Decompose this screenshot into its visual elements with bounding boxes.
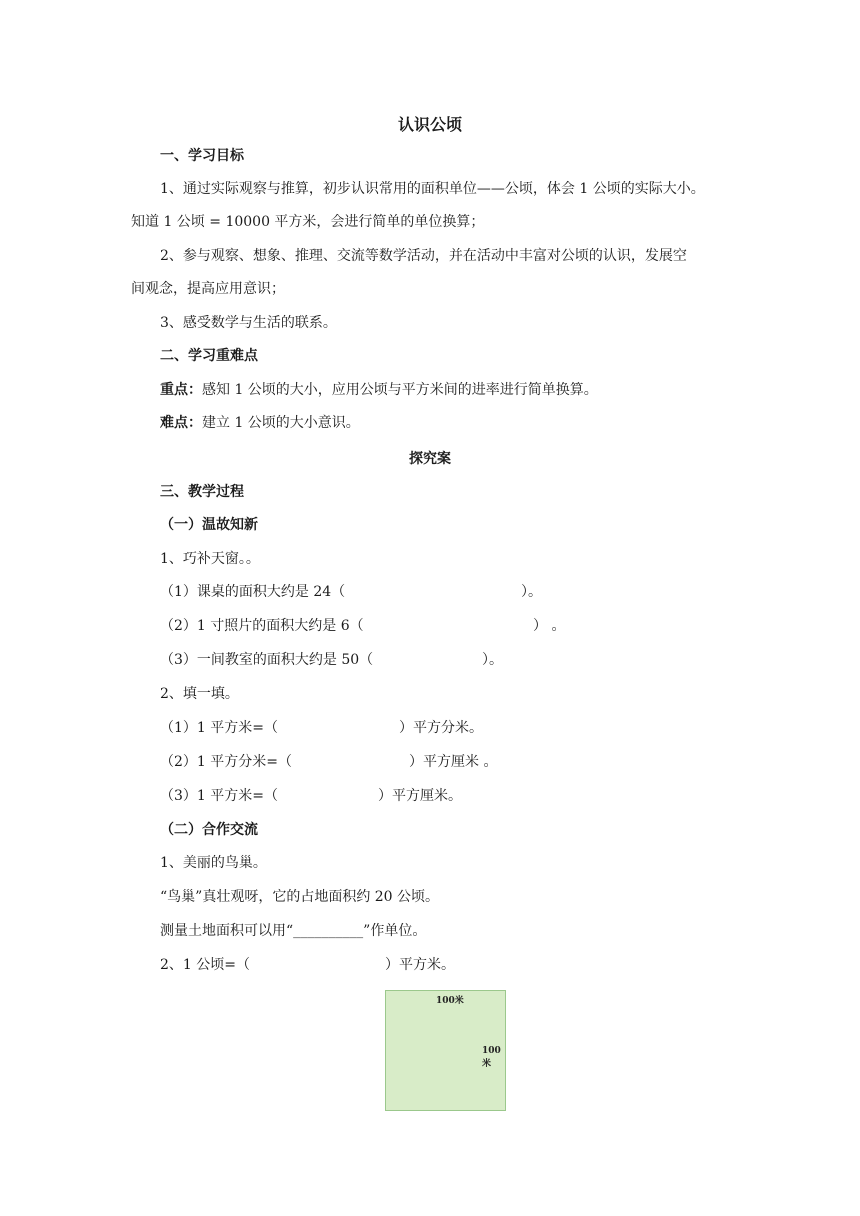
process-heading: 三、教学过程 [160,484,244,500]
question-2-1-end: ）平方分米。 [399,720,483,736]
question-1-2-start: （2）1 寸照片的面积大约是 6（ [160,618,364,634]
question-2-2-start: （2）1 平方分米=（ [160,754,292,770]
figure-side-label: 100米 [482,1046,501,1069]
difficulty-line [160,413,360,433]
question-1-3-start: （3）一间教室的面积大约是 50（ [160,652,374,668]
question-1-2-end: ） 。 [533,618,566,634]
key-points-heading: 二、学习重难点 [160,348,258,364]
review-heading: （一）温故知新 [160,517,258,533]
goal-1-line-1: 1、通过实际观察与推算，初步认识常用的面积单位——公顷，体会 1 公顷的实际大小。 [160,181,705,197]
cooperation-question-2-start: 2、1 公顷=（ [160,957,250,973]
unit-fill-blank: 测量土地面积可以用“__________”作单位。 [160,923,427,939]
question-2-3-start: （3）1 平方米=（ [160,788,278,804]
key-point-text: 感知 1 公顷的大小，应用公顷与平方米间的进率进行简单换算。 [202,382,598,398]
question-2: 2、填一填。 [160,686,239,702]
goal-1-line-2: 知道 1 公顷 = 10000 平方米，会进行简单的单位换算； [131,214,485,230]
figure-top-label: 100米 [436,996,464,1006]
cooperation-heading: （二）合作交流 [160,822,258,838]
question-2-3-end: ）平方厘米。 [378,788,462,804]
question-2-2-end: ）平方厘米 。 [409,754,498,770]
hectare-square-figure [385,990,506,1111]
goal-2-line-1: 2、参与观察、想象、推理、交流等数学活动，并在活动中丰富对公顷的认识，发展空 [160,248,687,264]
goal-3: 3、感受数学与生活的联系。 [160,315,337,331]
question-1-1-end: ）。 [521,584,542,600]
key-point-label: 重点： [160,382,202,398]
question-2-1-start: （1）1 平方米=（ [160,720,278,736]
cooperation-question-1: 1、美丽的鸟巢。 [160,855,267,871]
cooperation-question-2-end: ）平方米。 [385,957,455,973]
goals-heading: 一、学习目标 [160,148,244,164]
question-1-1-start: （1）课桌的面积大约是 24（ [160,584,346,600]
goal-2-line-2: 间观念，提高应用意识； [131,281,285,297]
difficulty-label: 难点： [160,415,202,431]
difficulty-text: 建立 1 公顷的大小意识。 [202,415,360,431]
page-title: 认识公顷 [397,115,462,134]
explore-heading: 探究案 [409,451,451,467]
bird-nest-text: “鸟巢”真壮观呀，它的占地面积约 20 公顷。 [160,889,440,905]
question-1: 1、巧补天窗。。 [160,551,260,567]
key-point-line [160,380,598,400]
question-1-3-end: ）。 [482,652,503,668]
